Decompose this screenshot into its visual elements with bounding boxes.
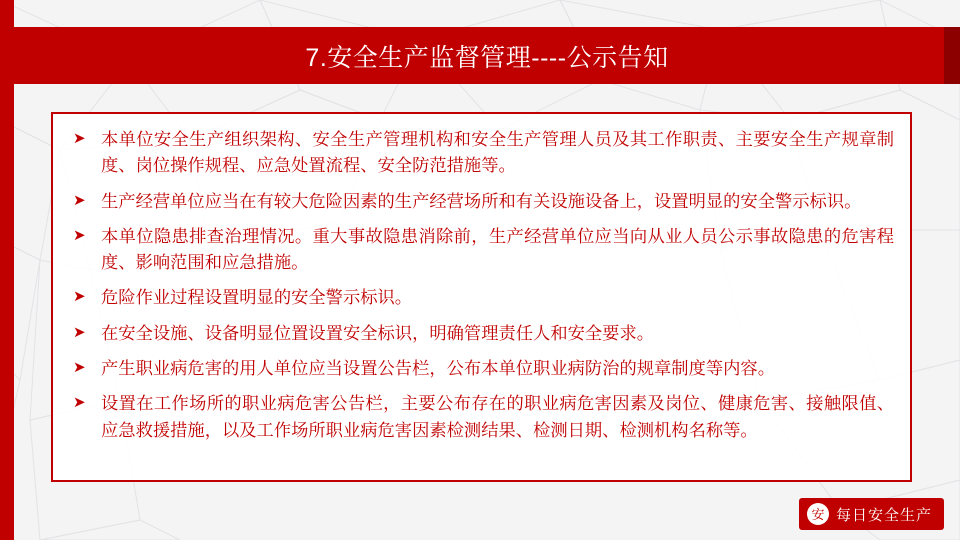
list-item	[67, 284, 894, 310]
list-item	[67, 390, 894, 443]
slide-title-bar	[14, 27, 960, 84]
list-item	[67, 320, 894, 346]
list-item-text: 本单位隐患排查治理情况。重大事故隐患消除前，生产经营单位应当向从业人员公示事故隐患的危害程度、影响范围和应急措施。	[101, 225, 894, 273]
watermark-logo-icon: 安	[807, 503, 829, 525]
left-accent-band	[0, 0, 14, 540]
arrow-bullet-icon: ➤	[73, 226, 86, 244]
arrow-bullet-icon: ➤	[73, 130, 86, 147]
arrow-bullet-icon: ➤	[73, 358, 86, 376]
list-item-text: 危险作业过程设置明显的安全警示标识。	[101, 287, 413, 308]
list-item-text: 产生职业病危害的用人单位应当设置公告栏，公布本单位职业病防治的规章制度等内容。	[101, 357, 775, 378]
content-panel	[51, 112, 912, 482]
list-item-text: 设置在工作场所的职业病危害公告栏，主要公布存在的职业病危害因素及岗位、健康危害、接触限值、应急救援措施，以及工作场所职业病危害因素检测结果、检测日期、检测机构名称等。	[101, 393, 894, 440]
arrow-bullet-icon: ➤	[73, 288, 86, 306]
list-item-text: 本单位安全生产组织架构、安全生产管理机构和安全生产管理人员及其工作职责、主要安全生产规章制度、岗位操作规程、应急处置流程、安全防范措施等。	[101, 129, 894, 176]
arrow-bullet-icon: ➤	[73, 323, 86, 341]
list-item-text: 在安全设施、设备明显位置设置安全标识，明确管理责任人和安全要求。	[101, 322, 655, 343]
list-item	[67, 188, 894, 214]
watermark-label: 每日安全生产	[835, 506, 932, 524]
list-item	[67, 223, 894, 276]
page-title: 7.安全生产监督管理----公示告知	[305, 43, 669, 72]
watermark-badge	[799, 498, 944, 530]
bullet-list	[67, 126, 894, 443]
title-bar-end-cap	[944, 27, 960, 84]
list-item	[67, 126, 894, 179]
list-item	[67, 355, 894, 381]
list-item-text: 生产经营单位应当在有较大危险因素的生产经营场所和有关设施设备上，设置明显的安全警示标识。	[101, 190, 862, 211]
arrow-bullet-icon: ➤	[73, 394, 86, 412]
arrow-bullet-icon: ➤	[73, 191, 86, 209]
